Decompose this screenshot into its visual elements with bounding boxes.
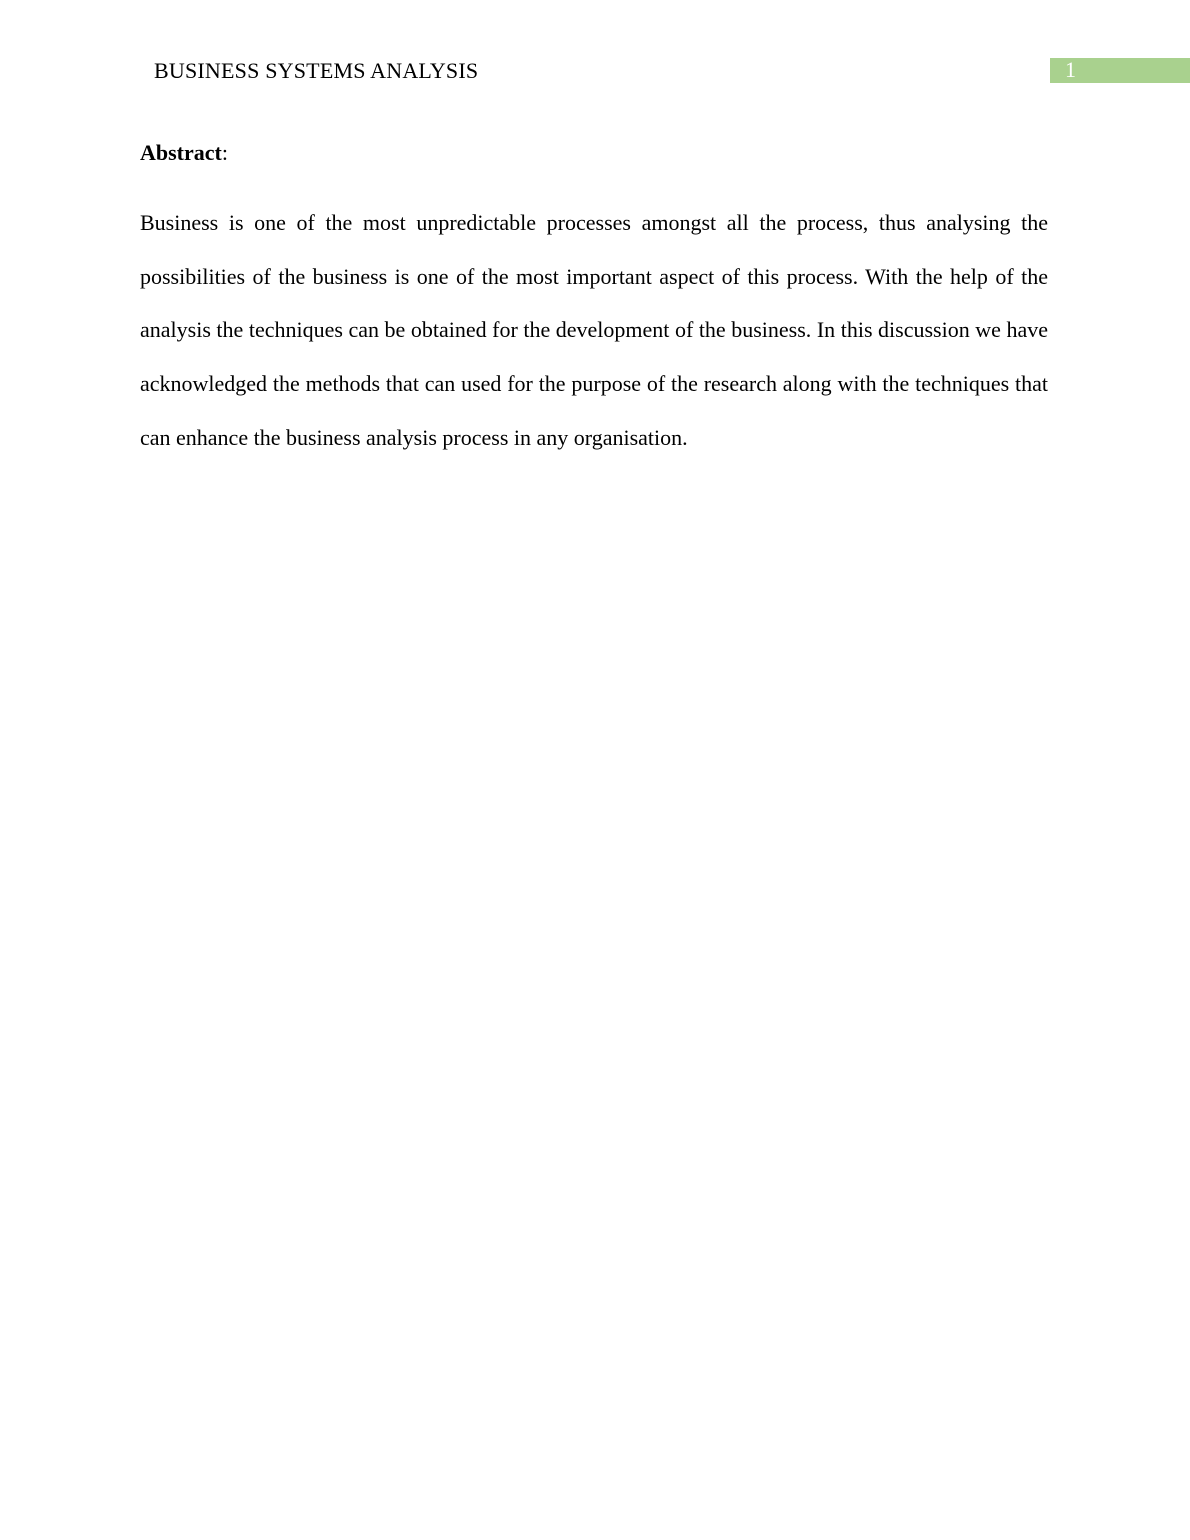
abstract-body: Business is one of the most unpredictable processes amongst all the process, thus analysing the possibilities of the business is one of the most important aspect of this process. With the help of the analysis the techniques can be obtained for the development of the business. In this discussion we have acknowledged the methods that can used for the purpose of the research along with the techniques that can enhance the business analysis process in any organisation. xyxy=(140,210,1048,450)
page-number: 1 xyxy=(1065,57,1076,82)
abstract-heading xyxy=(140,139,228,167)
page-number-box xyxy=(1050,58,1190,83)
abstract-heading-colon: : xyxy=(221,140,228,165)
running-head: BUSINESS SYSTEMS ANALYSIS xyxy=(154,58,479,83)
abstract-heading-label: Abstract xyxy=(140,140,222,165)
